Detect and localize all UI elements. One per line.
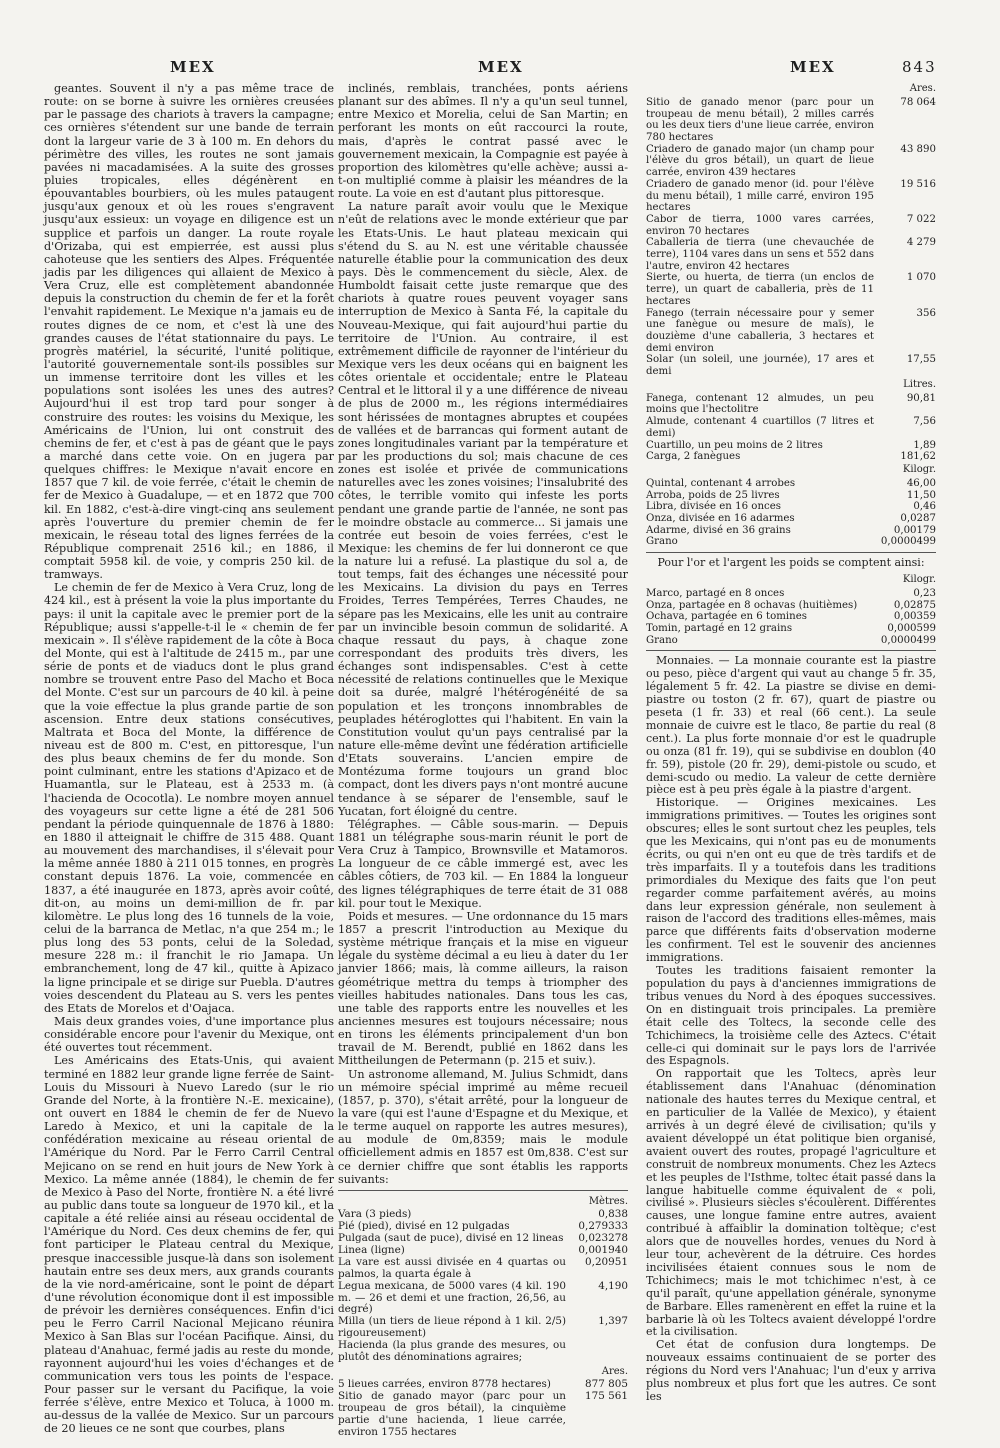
table-row: Vara (3 pieds) 0,838 [338,1207,628,1220]
table-row: Criadero de ganado major (un champ pour l'élève du gros bétail), un quart de lieue carrée, environ 439 hectares 43 890 [646,143,936,179]
table-row: Milla (un tiers de lieue répond à 1 kil. 2/5) rigoureusement) 1,397 [338,1315,628,1340]
table-row: Grano 0,0000499 [646,536,936,548]
table-row: Solar (un soleil, une journée), 17 ares et demi 17,55 [646,354,936,378]
table-row: Pulgada (saut de puce), divisé en 12 lineas 0,023278 [338,1231,628,1244]
table-row: Caballeria de tierra (une chevauchée de terre), 1104 vares dans un sens et 552 dans l'autre, environ 42 hectares 4 279 [646,237,936,272]
paragraph: Toutes les traditions faisaient remonter la population du pays à d'anciennes immigrations de tribus venues du Nord à des époques successives. On en distinguait trois principales. La première était celle des Toltecs, la seconde celle des Tchichimecs, la troisième celle des Aztecs. C'était celle-ci qui dominait sur le pays lors de l'arrivée des Espagnols. [646,964,936,1068]
unit-label: Litres. [903,378,936,390]
paragraph: Mais deux grandes voies, d'une importance plus considérable encore pour l'avenir du Mexique, ont été ouvertes tout récemment. [44,1014,334,1055]
gold-weights-title: Pour l'or et l'argent les poids se comptent ainsi: [657,556,925,570]
paragraph: Télégraphes. — Câble sous-marin. — Depuis 1881 un télégraphe sous-marin réunit le port de Vera Cruz à Tampico, Brownsville et Matamoros. La longueur de ce câble immergé est, avec les câbles côtiers, de 703 kil. — En 1884 la longueur des lignes télégraphiques de terre était de 31 088 kil. pour tout le Mexique. [338,817,628,910]
table-row: Legua mexicana, de 5000 vares (4 kil. 190 m. — 26 et demi et une fraction, 26,56, au degré) 4,190 [338,1279,628,1316]
table-row: La vare est aussi divisée en 4 quartas ou palmos, la quarta égale à 0,20951 [338,1255,628,1280]
unit-label: Ares. [909,83,936,94]
measures-table-area-cont [646,97,936,378]
table-row: Adarme, divisé en 36 grains 0,00179 [646,524,936,536]
divider [338,1190,628,1191]
table-row: Criadero de ganado menor (id. pour l'élève du menu bétail), 1 mille carré, environ 195 hectares 19 516 [646,178,936,214]
table-row: Quintal, contenant 4 arrobes 46,00 [646,477,936,489]
table-row: Cuartillo, un peu moins de 2 litres 1,89 [646,439,936,451]
paragraph: Le chemin de fer de Mexico à Vera Cruz, long de 424 kil., est à présent la voie la plus importante du pays: il unit la capitale avec le premier port de la République; aussi s'appelle-t-il le « chemin de fer mexicain ». Il s'élève rapidement de la côte à Boca del Monte, qui est à l'altitude de 2415 m., par une série de ponts et de viaducs dont le plus grand nombre se trouvent entre Paso del Macho et Boca del Monte. C'est sur un parcours de 40 kil. à peine que la voie effectue la plus grande partie de son ascension. Entre deux stations consécutives, Maltrata et Boca del Monte, la différence de niveau est de 800 m. C'est, en pittoresque, l'un des plus beaux chemins de fer du monde. Son point culminant, entre les stations d'Apizaco et de Huamantla, sur le Plateau, est à 2533 m. (à l'hacienda de Ococotla). Le nombre moyen annuel des voyageurs sur cette ligne a été de 281 506 pendant la période quinquennale de 1876 à 1880: en 1880 il atteignait le chiffre de 315 488. Quant au mouvement des marchandises, il s'élevait pour la même année 1880 à 211 015 tonnes, en progrès constant depuis 1876. La voie, commencée en 1837, a été inaugurée en 1873, après avoir coûté, dit-on, au moins un demi-million de fr. par kilomètre. Le plus long des 16 tunnels de la voie, celui de la barranca de Metlac, n'a que 254 m.; le plus long des 53 ponts, celui de la Soledad, mesure 228 m.: il franchit le rio Jamapa. Un embranchement, long de 47 kil., quitte à Apizaco la ligne principale et se dirige sur Puebla. D'autres voies descendent du Plateau au S. vers les pentes des Etats de Morelos et d'Oajaca. [44,581,334,1015]
table-row: Grano 0,0000499 [646,634,936,646]
paragraph: Historique. — Origines mexicaines. Les immigrations primitives. — Toutes les origines sont obscures; elles le sont surtout chez les peuples, tels que les Mexicains, qui n'ont pas eu de monuments écrits, ou qui n'en ont eu que de très tardifs et de très imparfaits. Il y a toutefois dans les traditions primordiales du Mexique des faits que l'on peut regarder comme parfaitement avérés, au moins dans leur expression générale, non seulement à raison de l'accord des traditions elles-mêmes, mais parce que différents faits d'observation moderne les confirment. Tel est le souvenir des anciennes immigrations. [646,796,936,965]
table-row: Hacienda (la plus grande des mesures, ou plutôt des dénominations agraires; [338,1339,566,1364]
table-row: Sitio de ganado mayor (parc pour un troupeau de gros bétail), la cinquième partie d'une hacienda, 1 lieue carrée, environ 1755 hectares 175 561 [338,1390,628,1439]
measures-table-gold [646,588,936,647]
table-row: Onza, partagée en 8 ochavas (huitièmes) 0,02875 [646,599,936,611]
table-row: Pié (pied), divisé en 12 pulgadas 0,279333 [338,1219,628,1232]
table-row: Linea (ligne) 0,001940 [338,1243,628,1256]
page-number: 843 [902,58,937,76]
paragraph: Un astronome allemand, M. Julius Schmidt, dans un mémoire spécial imprimé au même recueil (1857, p. 370), s'était arrêté, pour la longueur de la vare (qui est l'aune d'Espagne et du Mexique, et le terme auquel on rapporte les autres mesures), au module de 0m,8359; mais le module officiellement admis en 1857 est 0m,838. C'est sur ce dernier chiffre que sont établis les rapports suivants: [338,1067,628,1186]
table-row: Ochava, partagée en 6 tomines 0,00359 [646,611,936,623]
paragraph: On rapportait que les Toltecs, après leur établissement dans l'Anahuac (dénomination nationale des hautes terres du Mexique central, et en particulier de la Vallée de Mexico), y étaient arrivés à un degré élevé de civilisation; qu'ils y avaient développé un état politique bien organisé, avaient ouvert des routes, propagé l'agriculture et construit de nombreux monuments. Chez les Aztecs et les peuples de l'Isthme, toltec était passé dans la langue habituelle comme équivalent de « poli, civilisé ». Plusieurs siècles s'écoulèrent. Différentes causes, une longue famine entre autres, avaient contribué à affaiblir la domination toltèque; c'est alors que de nouvelles hordes, venues du Nord à leur tour, achevèrent de la détruire. Ces hordes incivilisées étaient connues sous le nom de Tchichimecs; mais le mot tchichimec n'est, à ce qu'il paraît, qu'une appellation générale, synonyme de Barbare. Elles ramenèrent en effet la ruine et la barbarie là où les Toltecs avaient développé l'ordre et la civilisation. [646,1067,936,1339]
divider [646,650,936,651]
paragraph: inclinés, remblais, tranchées, ponts aériens planant sur des abîmes. Il n'y a qu'un seul tunnel, entre Mexico et Morelia, celui de San Martin; en perforant les monts on eût raccourci la route, mais, d'après le contrat passé avec le gouvernement mexicain, la Compagnie est payée à proportion des kilomètres qu'elle achève; aussi a-t-on multiplié comme à plaisir les méandres de la route. La voie en est d'autant plus pittoresque. [338,82,628,201]
paragraph: Monnaies. — La monnaie courante est la piastre ou peso, pièce d'argent qui vaut au change 5 fr. 35, légalement 5 fr. 42. La piastre se divise en demi-piastre ou toston (2 fr. 67), quart de piastre ou peseta (1 fr. 33) et real (66 cent.). La seule monnaie de cuivre est le tlaco, 8e partie du real (8 cent.). La plus forte monnaie d'or est le quadruple ou onza (81 fr. 19), qui se subdivise en doublon (40 fr. 59), pistole (20 fr. 29), demi-pistole ou scudo, et demi-scudo ou medio. La valeur de cette dernière pièce est à peu près égale à la piastre d'argent. [646,654,936,797]
table-row: Fanego (terrain nécessaire pour y semer une fanègue ou mesure de maïs), le douzième d'une caballeria, 3 hectares et demi environ 356 [646,307,936,354]
table-row: Cabor de tierra, 1000 vares carrées, environ 70 hectares 7 022 [646,213,936,237]
table-row: Onza, divisée en 16 adarmes 0,0287 [646,512,936,524]
divider [646,552,936,553]
measures-table-volume [646,393,936,463]
paragraph: geantes. Souvent il n'y a pas même trace de route: on se borne à suivre les ornières creusées par le passage des chariots à travers la campagne; ces ornières s'étendent sur une bande de terrain dont la largeur varie de 3 à 100 m. En dehors du périmètre des villes, les routes ne sont jamais pavées ni macadamisées. A la suite des grosses pluies tropicales, elles dégénèrent en épouvantables bourbiers, où les mules pataugent jusqu'aux genoux et où les roues s'engravent jusqu'aux essieux: un voyage en diligence est un supplice et parfois un danger. La route royale d'Orizaba, qui est empierrée, est aussi plus cahoteuse que les sentiers des Alpes. Fréquentée jadis par les diligences qui allaient de Mexico à Vera Cruz, elle est complètement abandonnée depuis la construction du chemin de fer et la forêt l'envahit rapidement. Le Mexique n'a jamais eu de routes dignes de ce nom, et c'est là une des grandes causes de l'état stationnaire du pays. Le progrès matériel, la sécurité, l'unité politique, l'autorité gouvernementale sont-ils possibles sur un immense territoire dont les villes et les populations sont isolées les unes des autres? Aujourd'hui il est trop tard pour songer à construire des routes: les voisins du Mexique, les Américains de l'Union, lui ont construit des chemins de fer, et c'est à pas de géant que le pays a marché dans cette voie. On en jugera par quelques chiffres: le Mexique n'avait encore en 1857 que 7 kil. de voie ferrée, c'était le chemin de fer de Mexico à Guadalupe, — et en 1872 que 700 kil. En 1882, c'est-à-dire vingt-cinq ans seulement après l'ouverture du premier chemin de fer mexicain, le réseau total des lignes ferrées de la République comprenait 2516 kil.; en 1886, il comptait 5958 kil. de voie, y compris 250 kil. de tramways. [44,82,334,582]
measures-table-area [338,1379,628,1439]
paragraph: Les Américains des Etats-Unis, qui avaient terminé en 1882 leur grande ligne ferrée de Saint-Louis du Missouri à Nuevo Laredo (sur le rio Grande del Norte, à la frontière N.-E. mexicaine), ont ouvert en 1884 le chemin de fer de Nuevo Laredo à Mexico, et uni la capitale de la confédération mexicaine au réseau oriental de l'Amérique du Nord. Par le Ferro Carril Central Mejicano on se rend en huit jours de New York à Mexico. La même année (1884), le chemin de fer de Mexico à Paso del Norte, frontière N. a été livré au public dans toute sa longueur de 1970 kil., et la capitale a été reliée ainsi au réseau occidental de l'Amérique du Nord. Ces deux chemins de fer, qui font participer le Plateau central du Mexique, presque inaccessible jusque-là dans son isolement hautain entre ses deux mers, aux grands courants de la vie nord-américaine, sont le point de départ d'une révolution économique dont il est impossible de prévoir les dernières conséquences. Enfin d'ici peu le Ferro Carril Nacional Mejicano réunira Mexico à San Blas sur l'océan Pacifique. Ainsi, du plateau d'Anahuac, fermé jadis au reste du monde, rayonnent aujourd'hui les voies d'échanges et de communication vers tous les points de l'espace. Pour passer sur le versant du Pacifique, la voie ferrée s'élève, entre Mexico et Toluca, à 1000 m. au-dessus de la vallée de Mexico. Sur un parcours de 20 lieues ce ne sont que courbes, plans [44,1054,334,1436]
column-1 [44,82,334,1435]
paragraph: Cet état de confusion dura longtemps. De nouveaux essaims continuaient de se porter des régions du Nord vers l'Anahuac; l'un d'eux y arriva plus nombreux et plus fort que les autres. Ce sont les [646,1338,936,1404]
header-center: MEX [478,58,524,76]
table-row: Fanega, contenant 12 almudes, un peu moins que l'hectolitre 90,81 [646,392,936,416]
table-row: Sierte, ou huerta, de tierra (un enclos de terre), un quart de caballeria, près de 11 hectares 1 070 [646,272,936,307]
table-row: Carga, 2 fanègues 181,62 [646,451,936,463]
unit-label: Mètres. [588,1195,628,1207]
paragraph: La nature paraît avoir voulu que le Mexique n'eût de relations avec le monde extérieur que par les Etats-Unis. Le haut plateau mexicain qui s'étend du S. au N. est une véritable chaussée naturelle établie pour la communication des deux pays. Dès le commencement du siècle, Alex. de Humboldt faisait cette juste remarque que des chariots à quatre roues peuvent voyager sans interruption de Mexico à Santa Fé, la capitale du Nouveau-Mexique, qui fait aujourd'hui partie du territoire de l'Union. Au contraire, il est extrêmement difficile de rayonner de l'intérieur du Mexique vers les deux océans qui en baignent les côtes orientale et occidentale; entre le Plateau Central et le littoral il y a une différence de niveau de plus de 2000 m., les régions intermédiaires sont hérissées de montagnes abruptes et coupées de vallées et de barrancas qui forment autant de zones longitudinales variant par la température et par les productions du sol; mais chacune de ces zones est isolée et privée de communications naturelles avec les zones voisines; l'insalubrité des côtes, le terrible vomito qui infeste les ports pendant une grande partie de l'année, ne sont pas le moindre obstacle au commerce... Si jamais une contrée eut besoin de voies ferrées, c'est le Mexique: les chemins de fer lui donneront ce que la nature lui a refusé. La plastique du sol a, de tout temps, fait des échanges une nécessité pour les Mexicains. La division du pays en Terres Froides, Terres Tempérées, Terres Chaudes, ne sépare pas les Mexicains, elle les unit au contraire par un invincible besoin commun de solidarité. A chaque ressaut du pays, à chaque zone correspondant des produits très divers, les échanges sont indispensables. C'est à cette nécessité de relations continuelles que le Mexique doit sa durée, malgré l'hétérogénéité de sa population et les tronçons innombrables de peuplades hétéroglottes qui l'habitent. En vain la Constitution voulut qu'un pays centralisé par la nature elle-même devînt une fédération artificielle d'Etats souverains. L'ancien empire de Montézuma forme toujours un grand bloc compact, dont les divers pays n'ont montré aucune tendance à se séparer de l'ensemble, sauf le Yucatan, fort éloigné du centre. [338,200,628,818]
measures-table-length [338,1209,628,1364]
header-left: MEX [170,58,216,76]
table-row: Marco, partagé en 8 onces 0,23 [646,587,936,599]
table-row: Almude, contenant 4 cuartillos (7 litres et demi) 7,56 [646,416,936,439]
measures-table-weight [646,478,936,548]
table-row: Sitio de ganado menor (parc pour un troupeau de menu bétail), 2 milles carrés ou les deux tiers d'une lieue carrée, environ 780 hectares 78 064 [646,96,936,144]
column-3 [646,82,936,1404]
table-row: Arroba, poids de 25 livres 11,50 [646,489,936,501]
column-2 [338,82,628,1439]
table-row: 5 lieues carrées, environ 8778 hectares) 877 805 [338,1378,628,1391]
unit-label: Ares. [601,1366,628,1378]
paragraph: Poids et mesures. — Une ordonnance du 15 mars 1857 a prescrit l'introduction au Mexique du système métrique français et la mise en vigueur légale du système décimal a eu lieu à dater du 1er janvier 1866; mais, là comme ailleurs, la raison géométrique mettra du temps à triompher des vieilles habitudes nationales. Dans tous les cas, une table des rapports entre les nouvelles et les anciennes mesures est toujours nécessaire; nous en tirons les éléments principalement d'un bon travail de M. Berendt, publié en 1862 dans les Mittheilungen de Petermann (p. 215 et suiv.). [338,909,628,1068]
header-right: MEX [790,58,836,76]
table-row: Libra, divisée en 16 onces 0,46 [646,501,936,513]
unit-label: Kilogr. [902,573,936,585]
table-row: Tomin, partagé en 12 grains 0,000599 [646,622,936,634]
unit-label: Kilogr. [902,463,936,475]
